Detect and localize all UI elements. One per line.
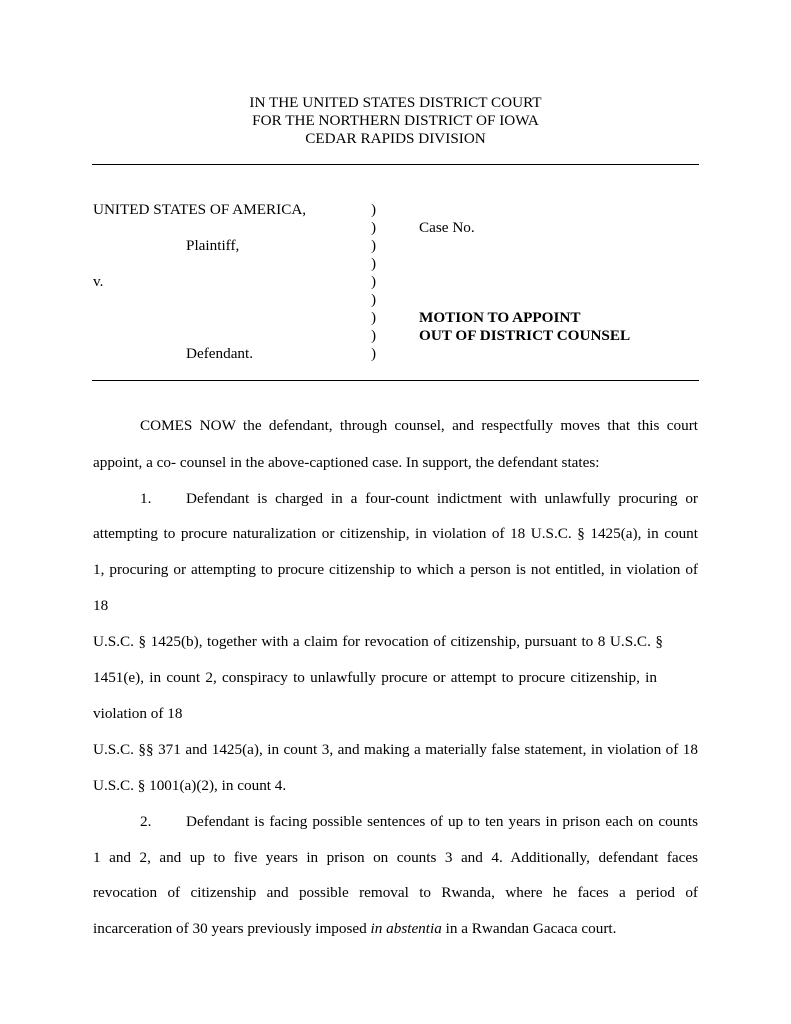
motion-title-line2: OUT OF DISTRICT COUNSEL (419, 327, 631, 344)
top-rule (92, 164, 699, 165)
court-division: CEDAR RAPIDS DIVISION (305, 130, 486, 147)
caption-paren: ) (371, 291, 377, 308)
p2-line4-text: incarceration of 30 years previously imposed (93, 920, 371, 937)
paragraph-1-number: 1. (140, 490, 152, 507)
p2-line3: revocation of citizenship and possible removal to Rwanda, where he faces a period of (93, 884, 698, 901)
motion-title-line1: MOTION TO APPOINT (419, 309, 581, 326)
p1-line8: U.S.C. §§ 371 and 1425(a), in count 3, and making a materially false statement, in violation of 18 (93, 741, 698, 758)
p1-line3: 1, procuring or attempting to procure citizenship to which a person is not entitled, in violation of (93, 561, 698, 578)
p1-line4: 18 (93, 597, 109, 614)
caption-paren: ) (371, 345, 377, 362)
p1-line7: violation of 18 (93, 705, 183, 722)
caption-paren: ) (371, 219, 377, 236)
court-name-line2: FOR THE NORTHERN DISTRICT OF IOWA (252, 112, 539, 129)
p1-line5: U.S.C. § 1425(b), together with a claim for revocation of citizenship, pursuant to 8 U.S.C. § (93, 633, 663, 650)
plaintiff-party: UNITED STATES OF AMERICA, (93, 201, 307, 218)
p2-line4 (93, 920, 616, 938)
p1-line2: attempting to procure naturalization or citizenship, in violation of 18 U.S.C. § 1425(a), in count (93, 525, 698, 542)
intro-line1: COMES NOW the defendant, through counsel, and respectfully moves that this court (140, 417, 698, 434)
caption-paren: ) (371, 273, 377, 290)
p1-line9: U.S.C. § 1001(a)(2), in count 4. (93, 777, 287, 794)
plaintiff-label: Plaintiff, (186, 237, 240, 254)
caption-paren: ) (371, 201, 377, 218)
p2-line1: Defendant is facing possible sentences of up to ten years in prison each on counts (186, 813, 698, 830)
p2-line4-italic: in abstentia (370, 920, 442, 937)
defendant-label: Defendant. (186, 345, 254, 362)
p1-line6: 1451(e), in count 2, conspiracy to unlawfully procure or attempt to procure citizenship, in (93, 669, 657, 686)
caption-paren: ) (371, 255, 377, 272)
p2-line4-tail: in a Rwandan Gacaca court. (441, 920, 617, 937)
intro-line2: appoint, a co- counsel in the above-captioned case. In support, the defendant states: (93, 454, 600, 471)
p2-line2: 1 and 2, and up to five years in prison on counts 3 and 4. Additionally, defendant faces (93, 849, 698, 866)
bottom-rule (92, 380, 699, 381)
caption-paren: ) (371, 309, 377, 326)
paragraph-2-number: 2. (140, 813, 152, 830)
case-number-label: Case No. (419, 219, 475, 236)
caption-paren: ) (371, 327, 377, 344)
versus: v. (93, 273, 104, 290)
caption-paren: ) (371, 237, 377, 254)
court-name-line1: IN THE UNITED STATES DISTRICT COURT (249, 94, 542, 111)
p1-line1: Defendant is charged in a four-count indictment with unlawfully procuring or (186, 490, 698, 507)
